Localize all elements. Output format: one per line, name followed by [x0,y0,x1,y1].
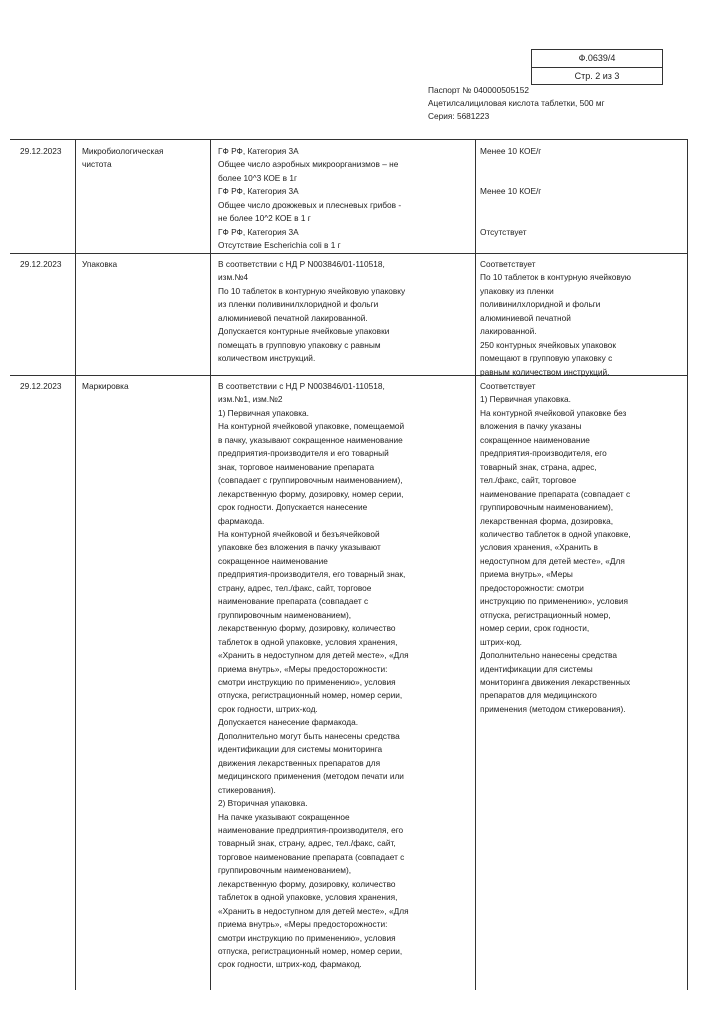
passport-info [428,84,605,123]
row-date: 29.12.2023 [20,381,62,391]
row-date: 29.12.2023 [20,146,62,156]
row-requirement: В соответствии с НД Р N003846/01-110518, изм.№4 По 10 таблеток в контурную ячейковую упаковку из пленки поливинилхлоридной и фольги алюминиевой печатной лакированной. Допускается контурные ячейковые упаковки помещать в групповую упаковку с равным количеством инструкций. [218,259,406,364]
row-date: 29.12.2023 [20,259,62,269]
form-code-box [531,49,663,85]
row-result: Менее 10 КОЕ/г Менее 10 КОЕ/г Отсутствует [480,146,542,237]
results-table [10,139,688,990]
row-parameter: Маркировка [82,381,129,391]
row-parameter: Упаковка [82,259,118,269]
product-name: Ацетилсалициловая кислота таблетки, 500 мг [428,98,605,108]
series-number: Серия: 5681223 [428,111,490,121]
row-requirement: ГФ РФ, Категория 3А Общее число аэробных микроорганизмов – не более 10^3 КОЕ в 1г ГФ РФ, Категория 3А Общее число дрожжевых и плесневых грибов - не более 10^2 КОЕ в 1 г ГФ РФ, Категория 3А Отсутствие Escherichia coli в 1 г [218,146,402,251]
table-row [10,140,688,253]
row-requirement: В соответствии с НД Р N003846/01-110518, изм.№1, изм.№2 1) Первичная упаковка. На контурной ячейковой упаковке, помещаемой в пачку, указывают сокращенное наименование предприятия-производителя и его товарный знак, торговое наименование препарата (совпадает с группировочным наименованием), лекарственную форму, дозировку, номер серии, срок годности. Допускается нанесение фармакода. На контурной ячейковой и безъячейковой упаковке без вложения в пачку указывают сокращенное наименование предприятия-производителя, его товарный знак, страну, адрес, тел./факс, сайт, торговое наименование препарата (совпадает с группировочным наименованием), лекарственную форму, дозировку, количество таблеток в одной упаковке, условия хранения, «Хранить в недоступном для детей месте», «Для приема внутрь», «Меры предосторожности: смотри инструкцию по применению», условия отпуска, регистрационный номер, номер серии, срок годности, штрих-код. Допускается нанесение фармакода. Дополнительно могут быть нанесены средства идентификации для системы мониторинга движения лекарственных препаратов для медицинского применения (методом печати или стикерования). 2) Вторичная упаковка. На пачке указывают сокращенное наименование предприятия-производителя, его товарный знак, страну, адрес, тел./факс, сайт, торговое наименование препарата (совпадает с группировочным наименованием), лекарственную форму, дозировку, количество таблеток в одной упаковке, условия хранения, «Хранить в недоступном для детей месте», «Для приема внутрь», «Меры предосторожности: смотри инструкцию по применению», условия отпуска, регистрационный номер, номер серии, срок годности, штрих-код, фармакод. [218,381,409,970]
passport-number: Паспорт № 040000505152 [428,85,529,95]
form-code: Ф.0639/4 [578,53,616,63]
page-indicator: Стр. 2 из 3 [532,67,662,84]
row-parameter: Микробиологическая чистота [82,146,164,170]
table-row [10,375,688,990]
row-result: Соответствует 1) Первичная упаковка. На контурной ячейковой упаковке без вложения в пачку указаны сокращенное наименование предприятия-производителя, его товарный знак, страна, адрес, тел./факс, сайт, торговое наименование препарата (совпадает с группировочным наименованием), лекарственная форма, дозировка, количество таблеток в одной упаковке, условия хранения, «Хранить в недоступном для детей месте», «Для приема внутрь», «Меры предосторожности: смотри инструкцию по применению», условия отпуска, регистрационный номер, номер серии, срок годности, штрих-код. Дополнительно нанесены средства идентификации для системы мониторинга движения лекарственных препаратов для медицинского применения (методом стикерования). [480,381,631,714]
row-result: Соответствует По 10 таблеток в контурную ячейковую упаковку из пленки поливинилхлоридной и фольги алюминиевой печатной лакированной. 250 контурных ячейковых упаковок помещают в групповую упаковку с равным количеством инструкций. [480,259,632,377]
table-row [10,253,688,375]
